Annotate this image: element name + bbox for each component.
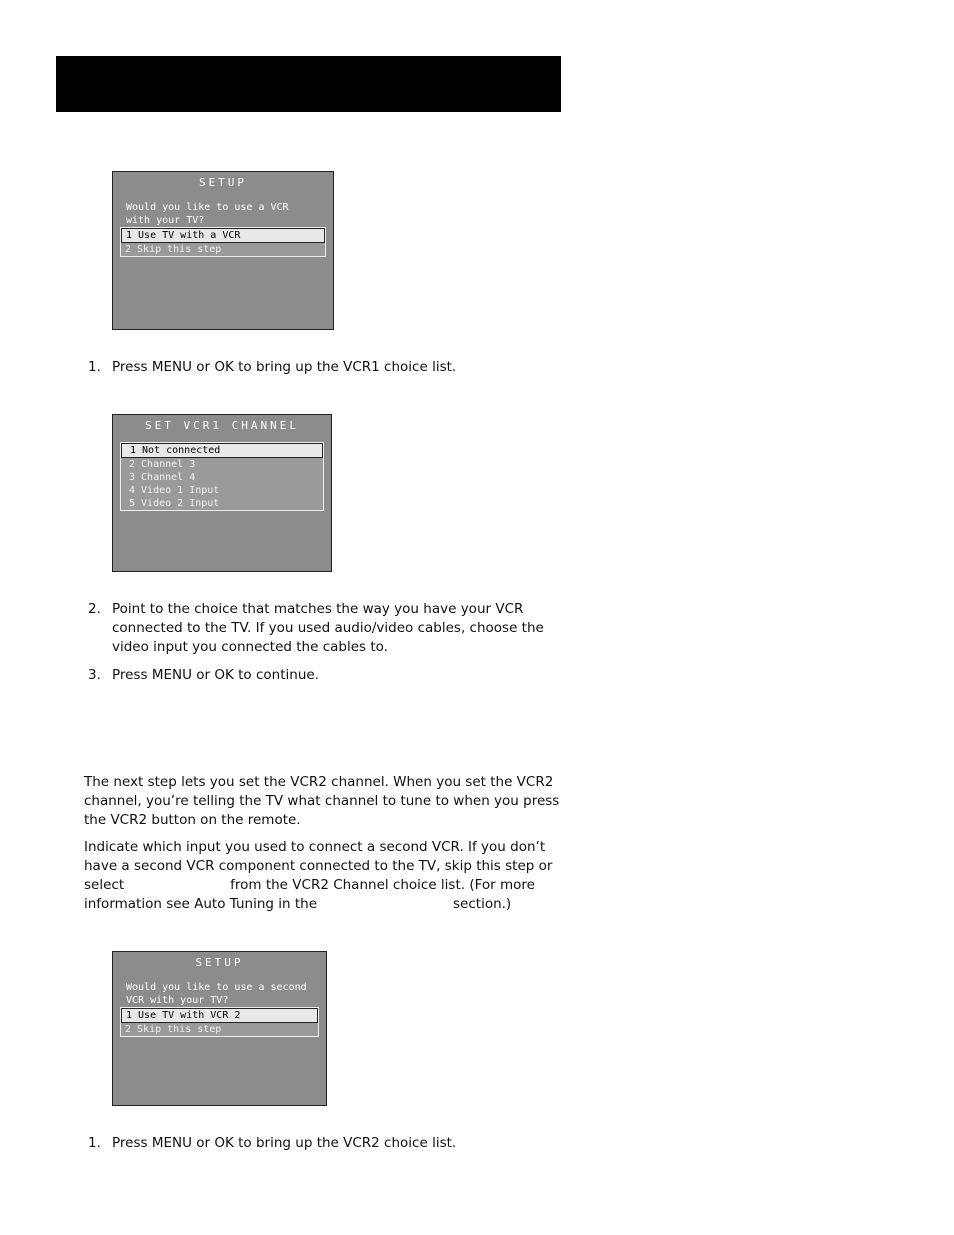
text-line: have a second VCR component connected to the TV, skip this step or bbox=[84, 858, 553, 874]
step-number: 3. bbox=[88, 667, 101, 683]
screen-title: SETUP bbox=[198, 176, 248, 189]
menu-item[interactable]: 2 Channel 3 bbox=[129, 459, 196, 470]
text-line: channel, you’re telling the TV what channel to tune to when you press bbox=[84, 793, 560, 809]
paragraph-vcr2-input bbox=[84, 838, 552, 914]
menu-item-use-vcr[interactable]: 1 Use TV with a VCR bbox=[121, 228, 325, 243]
menu-item-skip[interactable]: 2 Skip this step bbox=[125, 1024, 222, 1035]
step-text: Press MENU or OK to continue. bbox=[112, 667, 319, 683]
text-line: Indicate which input you used to connect a second VCR. If you don’t bbox=[84, 839, 546, 855]
step-number: 2. bbox=[88, 601, 101, 617]
set-vcr1-channel-screen bbox=[112, 414, 332, 572]
question-line: VCR with your TV? bbox=[126, 995, 229, 1006]
screen-title: SETUP bbox=[195, 956, 244, 969]
menu-item[interactable]: 5 Video 2 Input bbox=[129, 498, 220, 509]
step-1-vcr2 bbox=[88, 1134, 456, 1153]
step-text: Press MENU or OK to bring up the VCR2 choice list. bbox=[112, 1135, 457, 1151]
paragraph-vcr2-intro bbox=[84, 773, 559, 830]
question-line: with your TV? bbox=[126, 215, 205, 226]
menu-item[interactable]: 4 Video 1 Input bbox=[129, 485, 220, 496]
step-text: connected to the TV. If you used audio/video cables, choose the bbox=[112, 620, 544, 636]
step-1 bbox=[88, 358, 456, 377]
text-line: the VCR2 button on the remote. bbox=[84, 812, 301, 828]
text-line: select bbox=[84, 877, 125, 893]
text-line: information see Auto Tuning in the bbox=[84, 896, 318, 912]
menu-item-use-vcr2[interactable]: 1 Use TV with VCR 2 bbox=[121, 1008, 318, 1023]
screen-title: SET VCR1 CHANNEL bbox=[145, 419, 299, 432]
step-text: Press MENU or OK to bring up the VCR1 choice list. bbox=[112, 359, 457, 375]
question-line: Would you like to use a VCR bbox=[126, 202, 289, 213]
step-number: 1. bbox=[88, 1135, 101, 1151]
header-bar bbox=[56, 56, 561, 112]
step-2 bbox=[88, 600, 544, 657]
setup-screen-vcr2 bbox=[112, 951, 327, 1106]
step-3 bbox=[88, 666, 319, 685]
text-line: section.) bbox=[453, 896, 512, 912]
menu-item[interactable]: 1 Not connected bbox=[121, 443, 323, 458]
setup-screen-vcr1 bbox=[112, 171, 334, 330]
step-number: 1. bbox=[88, 359, 101, 375]
step-text: video input you connected the cables to. bbox=[112, 639, 388, 655]
text-line: from the VCR2 Channel choice list. (For more bbox=[230, 877, 535, 893]
text-line: The next step lets you set the VCR2 channel. When you set the VCR2 bbox=[84, 774, 554, 790]
menu-item[interactable]: 3 Channel 4 bbox=[129, 472, 196, 483]
step-text: Point to the choice that matches the way you have your VCR bbox=[112, 601, 524, 617]
question-line: Would you like to use a second bbox=[126, 982, 307, 993]
menu-item-skip[interactable]: 2 Skip this step bbox=[125, 244, 222, 255]
